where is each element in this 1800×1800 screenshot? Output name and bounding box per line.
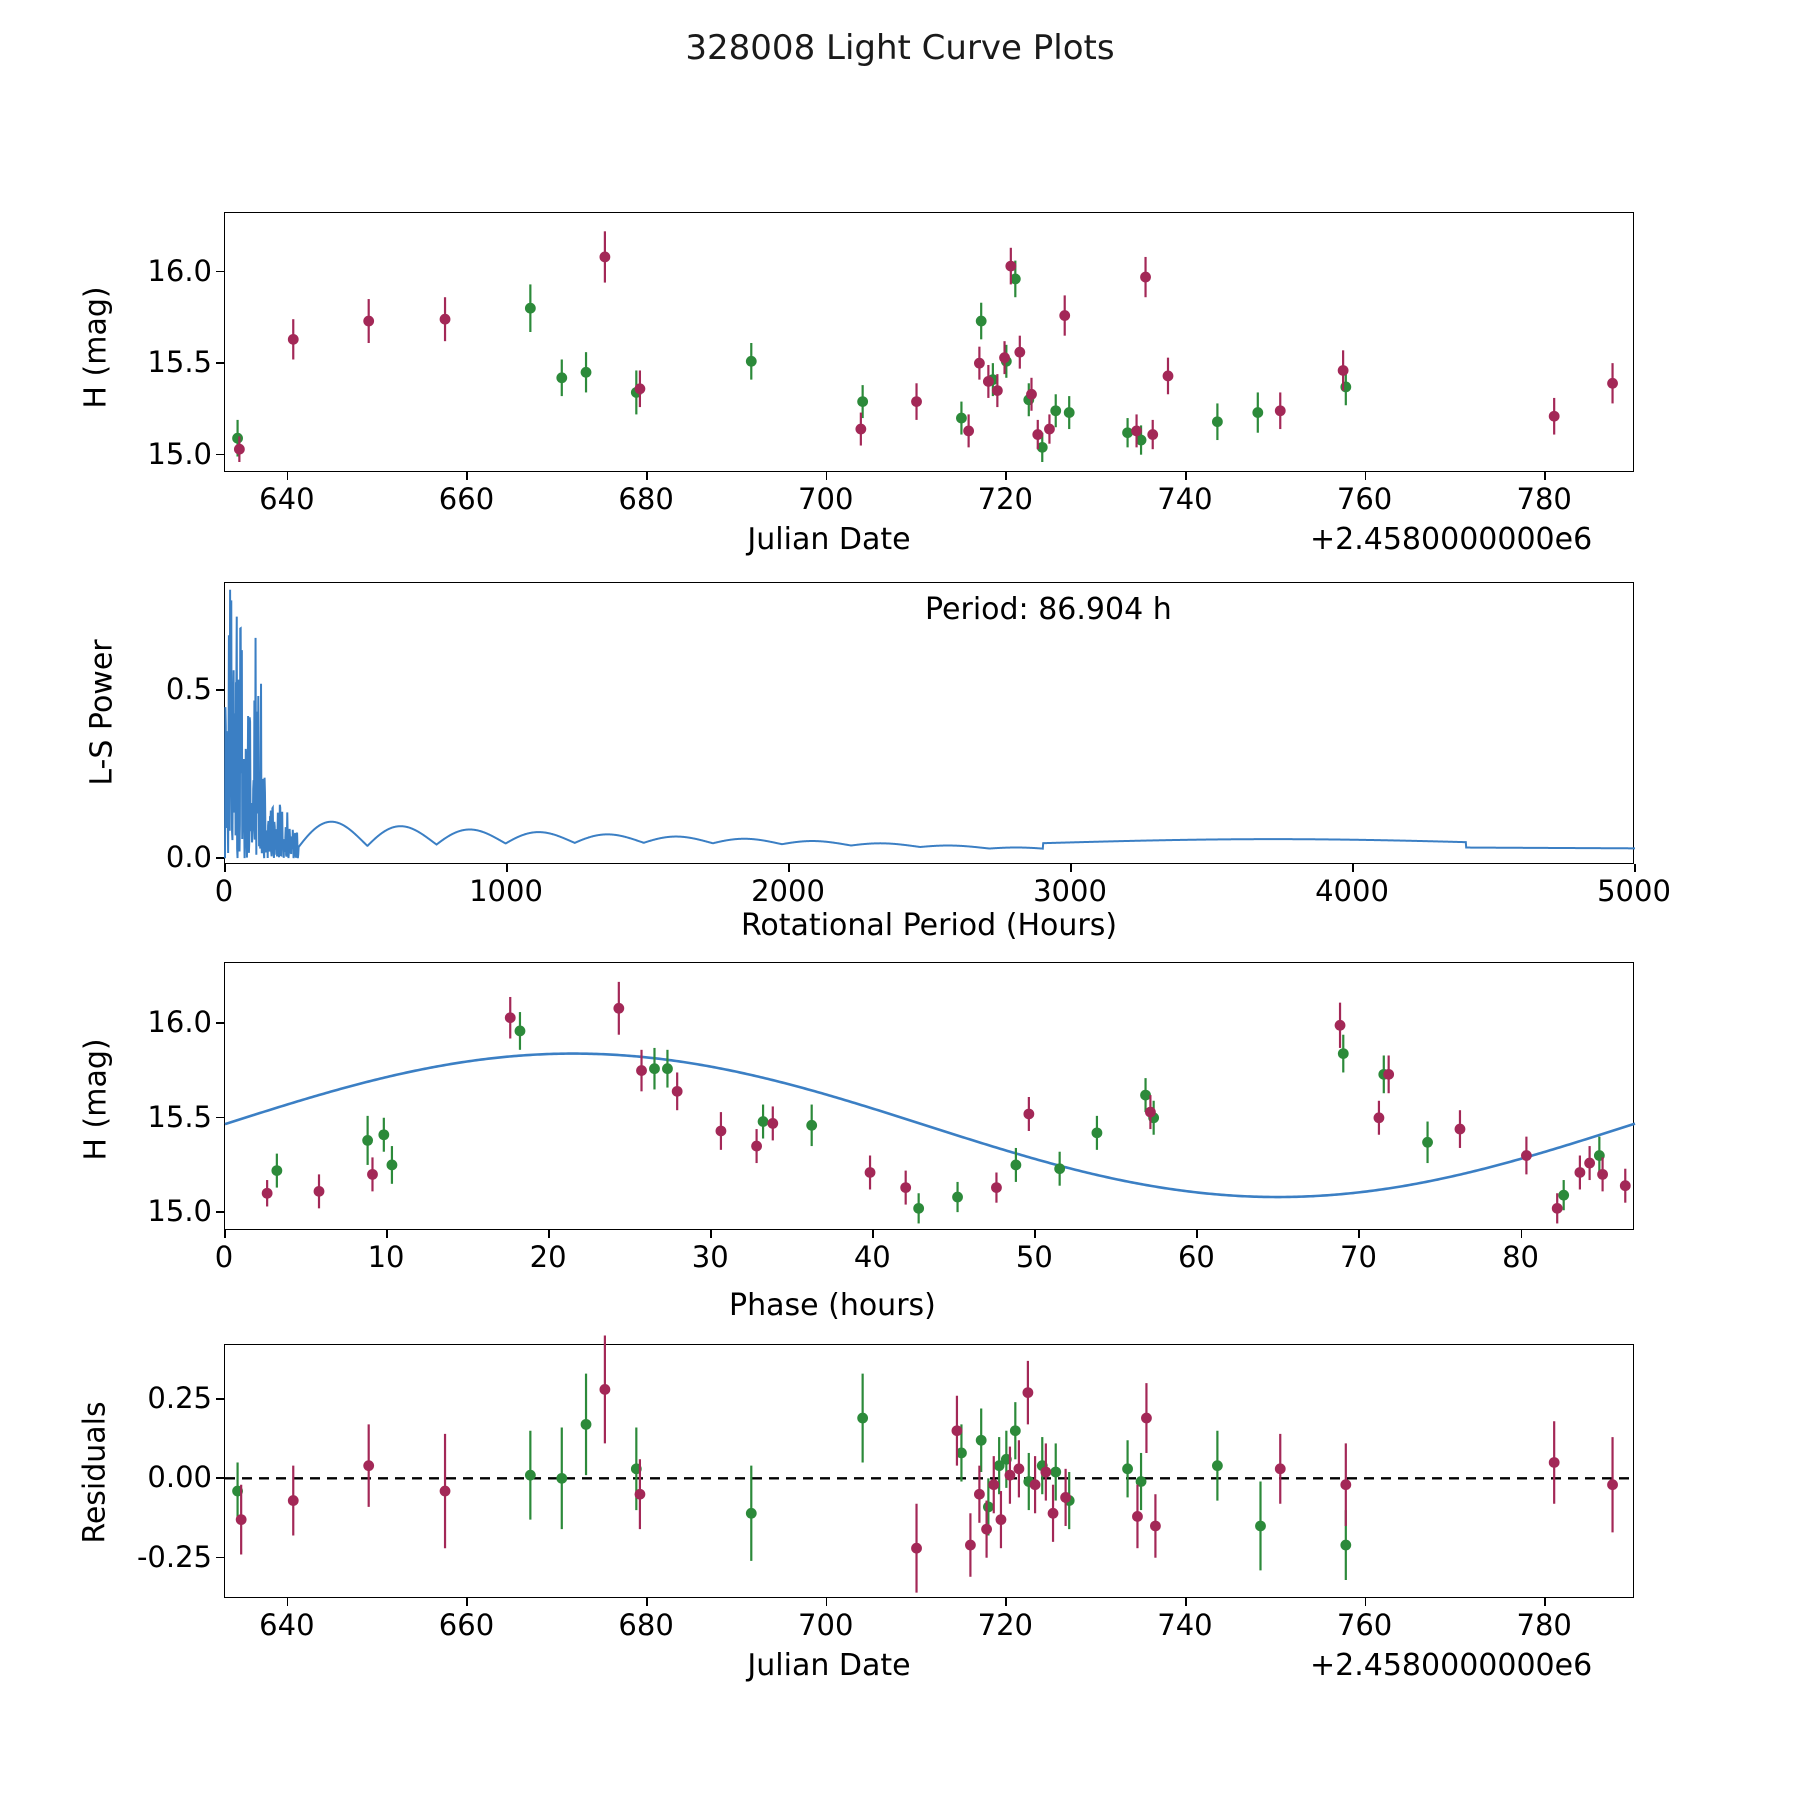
data-point — [1060, 1492, 1071, 1503]
data-point — [911, 1543, 922, 1554]
data-point — [900, 1182, 911, 1193]
x-tick-label: 2000 — [751, 874, 825, 908]
y-tick-label: 15.5 — [147, 345, 212, 380]
x-tick-label: 740 — [1157, 1608, 1213, 1642]
data-point — [440, 1486, 451, 1497]
axes-phased-curve — [224, 962, 1634, 1230]
data-point — [1026, 389, 1037, 400]
x-tick-label: 760 — [1336, 482, 1393, 516]
data-point — [556, 1473, 567, 1484]
x-tick-label: 0 — [214, 1240, 234, 1274]
data-point — [1150, 1521, 1161, 1532]
axis-label-y-periodogram: L-S Power — [84, 639, 120, 786]
y-tick-mark — [216, 1022, 224, 1024]
data-point — [1335, 1020, 1346, 1031]
data-point — [635, 383, 646, 394]
axis-offset-residuals: +2.4580000000e6 — [1310, 1648, 1593, 1683]
data-point — [1549, 1457, 1560, 1468]
data-point — [983, 376, 994, 387]
data-point — [1131, 425, 1142, 436]
x-tick-label: 660 — [438, 482, 495, 516]
data-point — [1455, 1124, 1466, 1135]
x-tick-mark — [646, 1598, 648, 1606]
y-tick-label: -0.25 — [136, 1539, 212, 1574]
data-point — [1064, 407, 1075, 418]
series-green — [232, 261, 1351, 462]
y-tick-mark — [216, 1477, 224, 1479]
data-point — [992, 385, 1003, 396]
data-point — [963, 425, 974, 436]
x-tick-mark — [1185, 472, 1187, 480]
data-point — [1597, 1169, 1608, 1180]
data-point — [635, 1489, 646, 1500]
data-point — [1338, 365, 1349, 376]
data-point — [1275, 405, 1286, 416]
data-point — [976, 1435, 987, 1446]
data-point — [746, 356, 757, 367]
data-point — [767, 1118, 778, 1129]
data-point — [556, 372, 567, 383]
data-point — [1374, 1112, 1385, 1123]
series-magenta — [234, 231, 1618, 462]
residuals-plot-area — [225, 1345, 1635, 1599]
data-point — [1022, 1387, 1033, 1398]
x-tick-mark — [872, 1230, 874, 1238]
data-point — [758, 1116, 769, 1127]
data-point — [262, 1188, 273, 1199]
data-point — [996, 1514, 1007, 1525]
data-point — [1607, 1479, 1618, 1490]
data-point — [662, 1063, 673, 1074]
period-annotation: Period: 86.904 h — [925, 592, 1172, 627]
data-point — [751, 1141, 762, 1152]
data-point — [1255, 1521, 1266, 1532]
y-tick-mark — [216, 271, 224, 273]
data-point — [1340, 1540, 1351, 1551]
data-point — [1552, 1203, 1563, 1214]
data-point — [1163, 371, 1174, 382]
data-point — [232, 433, 243, 444]
data-point — [1122, 427, 1133, 438]
page-title: 328008 Light Curve Plots — [685, 28, 1115, 68]
data-point — [806, 1120, 817, 1131]
data-point — [1275, 1463, 1286, 1474]
y-tick-label: 0.00 — [147, 1460, 212, 1495]
data-point — [599, 252, 610, 263]
data-point — [1340, 1479, 1351, 1490]
x-tick-mark — [646, 472, 648, 480]
x-tick-mark — [1521, 1230, 1523, 1238]
x-tick-label: 780 — [1516, 1608, 1572, 1642]
data-point — [1010, 1425, 1021, 1436]
data-point — [956, 413, 967, 424]
data-point — [1092, 1127, 1103, 1138]
data-point — [746, 1508, 757, 1519]
x-tick-mark — [826, 472, 828, 480]
data-point — [716, 1126, 727, 1137]
data-point — [1338, 1048, 1349, 1059]
x-tick-mark — [1634, 864, 1636, 872]
data-point — [1048, 1508, 1059, 1519]
x-tick-label: 660 — [438, 1608, 495, 1642]
data-point — [1521, 1150, 1532, 1161]
axes-light-curve — [224, 212, 1634, 472]
x-tick-label: 700 — [798, 482, 854, 516]
model-fit-line — [225, 1054, 1635, 1197]
data-point — [1584, 1158, 1595, 1169]
x-tick-mark — [224, 864, 226, 872]
data-point — [613, 1003, 624, 1014]
data-point — [1059, 310, 1070, 321]
data-point — [855, 424, 866, 435]
data-point — [952, 1192, 963, 1203]
y-tick-label: 0.5 — [165, 672, 212, 707]
data-point — [1574, 1167, 1585, 1178]
data-point — [1040, 1467, 1051, 1478]
x-tick-mark — [1185, 1598, 1187, 1606]
data-point — [1122, 1463, 1133, 1474]
x-tick-mark — [1365, 472, 1367, 480]
data-point — [581, 367, 592, 378]
x-tick-label: 10 — [367, 1240, 405, 1274]
x-tick-label: 70 — [1340, 1240, 1377, 1274]
x-tick-mark — [548, 1230, 550, 1238]
x-tick-mark — [287, 1598, 289, 1606]
y-tick-label: 0.0 — [165, 840, 212, 875]
data-point — [1558, 1190, 1569, 1201]
x-tick-mark — [1544, 472, 1546, 480]
data-point — [1032, 429, 1043, 440]
data-point — [981, 1524, 992, 1535]
y-tick-label: 16.0 — [147, 1005, 212, 1040]
data-point — [367, 1169, 378, 1180]
data-point — [1145, 1107, 1156, 1118]
x-tick-label: 5000 — [1597, 874, 1671, 908]
data-point — [1044, 424, 1055, 435]
data-point — [1383, 1069, 1394, 1080]
x-tick-label: 720 — [977, 482, 1034, 516]
series-magenta — [262, 982, 1631, 1224]
x-tick-label: 760 — [1336, 1608, 1393, 1642]
data-point — [581, 1419, 592, 1430]
x-tick-mark — [466, 1598, 468, 1606]
data-point — [952, 1425, 963, 1436]
x-tick-label: 1000 — [469, 874, 543, 908]
y-tick-mark — [216, 1398, 224, 1400]
data-point — [1050, 405, 1061, 416]
data-point — [1054, 1163, 1065, 1174]
x-tick-mark — [1365, 1598, 1367, 1606]
data-point — [672, 1086, 683, 1097]
axis-label-y-residuals: Residuals — [77, 1401, 113, 1544]
y-tick-label: 16.0 — [147, 253, 212, 288]
data-point — [1140, 272, 1151, 283]
data-point — [314, 1186, 325, 1197]
axes-residuals — [224, 1344, 1634, 1598]
x-tick-mark — [466, 472, 468, 480]
axis-label-x-lightcurve: Julian Date — [747, 522, 911, 557]
data-point — [515, 1026, 526, 1037]
data-point — [363, 316, 374, 327]
series-green — [271, 1012, 1604, 1223]
axis-label-x-periodogram: Rotational Period (Hours) — [740, 908, 1118, 943]
data-point — [1212, 416, 1223, 427]
data-point — [363, 1460, 374, 1471]
y-tick-mark — [216, 1211, 224, 1213]
x-tick-mark — [1005, 1598, 1007, 1606]
x-tick-mark — [1352, 864, 1354, 872]
x-tick-mark — [1196, 1230, 1198, 1238]
data-point — [865, 1167, 876, 1178]
data-point — [525, 1470, 536, 1481]
x-tick-label: 60 — [1177, 1240, 1215, 1274]
x-tick-label: 50 — [1015, 1240, 1053, 1274]
x-tick-mark — [386, 1230, 388, 1238]
data-point — [1030, 1479, 1041, 1490]
x-tick-mark — [1358, 1230, 1360, 1238]
data-point — [976, 316, 987, 327]
data-point — [1005, 1470, 1016, 1481]
data-point — [983, 1502, 994, 1513]
y-tick-mark — [216, 1117, 224, 1119]
x-tick-label: 780 — [1516, 482, 1572, 516]
data-point — [1023, 1109, 1034, 1120]
data-point — [505, 1012, 516, 1023]
data-point — [1422, 1137, 1433, 1148]
x-tick-label: 640 — [259, 1608, 315, 1642]
x-tick-label: 30 — [691, 1240, 729, 1274]
x-tick-label: 700 — [798, 1608, 854, 1642]
light-curve-plot-area — [225, 213, 1635, 473]
data-point — [999, 352, 1010, 363]
x-tick-label: 640 — [259, 482, 315, 516]
x-tick-label: 40 — [853, 1240, 891, 1274]
axis-label-y-lightcurve: H (mag) — [78, 286, 114, 409]
data-point — [599, 1384, 610, 1395]
data-point — [378, 1129, 389, 1140]
x-tick-mark — [224, 1230, 226, 1238]
x-tick-mark — [1544, 1598, 1546, 1606]
data-point — [1014, 347, 1025, 358]
data-point — [1212, 1460, 1223, 1471]
data-point — [288, 1495, 299, 1506]
x-tick-mark — [287, 472, 289, 480]
data-point — [236, 1514, 247, 1525]
x-tick-label: 20 — [529, 1240, 567, 1274]
x-tick-label: 4000 — [1315, 874, 1389, 908]
data-point — [636, 1065, 647, 1076]
data-point — [1252, 407, 1263, 418]
data-point — [1005, 261, 1016, 272]
data-point — [974, 358, 985, 369]
x-tick-label: 3000 — [1033, 874, 1107, 908]
y-tick-mark — [216, 362, 224, 364]
x-tick-label: 680 — [618, 482, 674, 516]
x-tick-mark — [788, 864, 790, 872]
data-point — [387, 1160, 398, 1171]
data-point — [988, 1479, 999, 1490]
x-tick-label: 0 — [214, 874, 234, 908]
x-tick-mark — [1034, 1230, 1036, 1238]
data-point — [911, 396, 922, 407]
data-point — [1050, 1467, 1061, 1478]
data-point — [1132, 1511, 1143, 1522]
y-tick-mark — [216, 1557, 224, 1559]
data-point — [1141, 1413, 1152, 1424]
data-point — [913, 1203, 924, 1214]
y-tick-mark — [216, 689, 224, 691]
axis-label-x-residuals: Julian Date — [747, 1648, 911, 1683]
data-point — [234, 444, 245, 455]
data-point — [525, 303, 536, 314]
y-tick-label: 15.0 — [147, 1194, 212, 1229]
data-point — [857, 396, 868, 407]
x-tick-mark — [1005, 472, 1007, 480]
axis-offset-lightcurve: +2.4580000000e6 — [1310, 522, 1593, 557]
series-magenta — [236, 1335, 1618, 1592]
data-point — [440, 314, 451, 325]
y-tick-label: 15.0 — [147, 436, 212, 471]
y-tick-label: 0.25 — [147, 1380, 212, 1415]
axis-label-x-phased: Phase (hours) — [729, 1288, 936, 1323]
data-point — [1549, 411, 1560, 422]
data-point — [649, 1063, 660, 1074]
series-green — [232, 1374, 1351, 1580]
phased-curve-plot-area — [225, 963, 1635, 1231]
axis-label-y-phased: H (mag) — [78, 1038, 114, 1161]
data-point — [965, 1540, 976, 1551]
data-point — [1014, 1463, 1025, 1474]
x-tick-mark — [826, 1598, 828, 1606]
data-point — [288, 334, 299, 345]
y-tick-label: 15.5 — [147, 1099, 212, 1134]
x-tick-mark — [506, 864, 508, 872]
data-point — [1010, 1160, 1021, 1171]
x-tick-label: 680 — [618, 1608, 674, 1642]
data-point — [1620, 1180, 1631, 1191]
x-tick-label: 720 — [977, 1608, 1034, 1642]
data-point — [1147, 429, 1158, 440]
x-tick-mark — [1070, 864, 1072, 872]
y-tick-mark — [216, 454, 224, 456]
data-point — [991, 1182, 1002, 1193]
x-tick-mark — [710, 1230, 712, 1238]
x-tick-label: 740 — [1157, 482, 1213, 516]
data-point — [857, 1413, 868, 1424]
x-tick-label: 80 — [1502, 1240, 1539, 1274]
data-point — [974, 1489, 985, 1500]
periodogram-line — [225, 590, 1635, 859]
data-point — [362, 1135, 373, 1146]
data-point — [271, 1165, 282, 1176]
y-tick-mark — [216, 857, 224, 859]
data-point — [1607, 378, 1618, 389]
